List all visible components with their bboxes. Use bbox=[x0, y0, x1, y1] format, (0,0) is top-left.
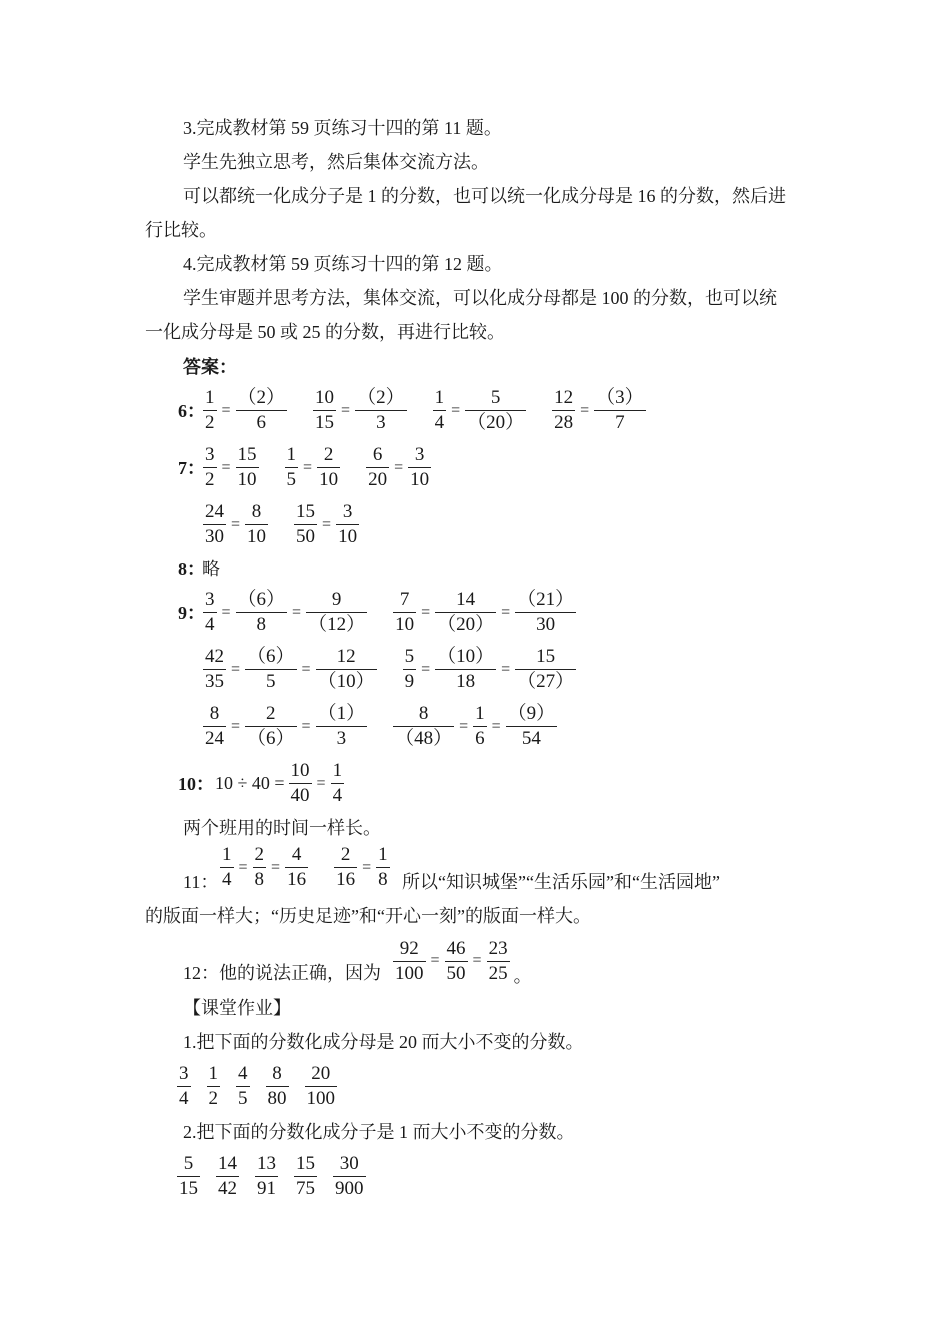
numerator: 8 bbox=[418, 703, 429, 724]
equals-sign: = bbox=[491, 717, 501, 735]
denominator: 15 bbox=[315, 412, 335, 433]
numerator: 4 bbox=[238, 1063, 248, 1084]
paragraph-review-line1: 学生审题并思考方法，集体交流，可以化成分母都是 100 的分数，也可以统 bbox=[183, 288, 777, 308]
fraction bbox=[289, 759, 312, 808]
equals-sign: = bbox=[301, 660, 311, 678]
equals-sign: = bbox=[501, 660, 511, 678]
denominator: 9 bbox=[404, 671, 415, 692]
denominator: 6 bbox=[256, 412, 267, 433]
fraction bbox=[393, 937, 426, 986]
q12-period: 。 bbox=[513, 966, 532, 986]
paragraph-review-line2: 一化成分母是 50 或 25 的分数，再进行比较。 bbox=[145, 322, 505, 342]
denominator: 54 bbox=[521, 728, 541, 749]
fraction-equation bbox=[391, 588, 578, 637]
q8-label: 8： bbox=[178, 559, 205, 579]
denominator: 91 bbox=[257, 1178, 276, 1199]
q6-label: 6： bbox=[178, 401, 205, 421]
denominator: 10 bbox=[247, 526, 267, 547]
q7-equations-row2 bbox=[201, 500, 383, 549]
denominator: 16 bbox=[287, 869, 307, 890]
numerator: 3 bbox=[179, 1063, 189, 1084]
numerator: 1 bbox=[378, 844, 388, 865]
denominator: 10 bbox=[319, 469, 339, 490]
numerator: （6） bbox=[247, 646, 295, 667]
numerator: （6） bbox=[237, 589, 286, 610]
fraction-equation bbox=[550, 386, 648, 435]
q10-equation bbox=[213, 759, 346, 808]
fraction-equation bbox=[201, 588, 369, 637]
fraction-equation bbox=[201, 386, 289, 435]
fraction bbox=[355, 386, 407, 435]
fraction bbox=[594, 386, 646, 435]
fraction bbox=[207, 1062, 221, 1111]
numerator: 2 bbox=[323, 444, 334, 465]
denominator: 42 bbox=[218, 1178, 237, 1199]
fraction-equation bbox=[401, 645, 579, 694]
fraction bbox=[435, 645, 496, 694]
fraction bbox=[245, 645, 297, 694]
numerator: （1） bbox=[317, 703, 366, 724]
numerator: （9） bbox=[507, 703, 556, 724]
equals-sign: = bbox=[501, 603, 511, 621]
q9-equations-row2 bbox=[201, 645, 600, 694]
denominator: 8 bbox=[256, 614, 267, 635]
numerator: 14 bbox=[456, 589, 476, 610]
fraction bbox=[177, 1152, 200, 1201]
fraction bbox=[366, 443, 389, 492]
fraction-equation bbox=[201, 500, 270, 549]
fraction bbox=[334, 843, 357, 892]
fraction bbox=[203, 588, 217, 637]
equals-sign: = bbox=[231, 515, 241, 533]
fraction bbox=[203, 702, 226, 751]
denominator: 50 bbox=[296, 526, 316, 547]
fraction bbox=[245, 500, 268, 549]
numerator: 42 bbox=[205, 646, 224, 667]
denominator: 18 bbox=[456, 671, 476, 692]
numerator: 15 bbox=[296, 1153, 315, 1174]
numerator: （10） bbox=[437, 646, 495, 667]
fraction bbox=[255, 1152, 278, 1201]
denominator: 4 bbox=[434, 412, 445, 433]
denominator: 4 bbox=[205, 614, 215, 635]
denominator: 8 bbox=[254, 869, 265, 890]
denominator: （12） bbox=[308, 614, 366, 635]
denominator: 10 bbox=[237, 469, 257, 490]
numerator: 10 bbox=[290, 760, 310, 781]
answers-heading: 答案： bbox=[183, 357, 237, 377]
numerator: 23 bbox=[488, 937, 508, 959]
denominator: （27） bbox=[517, 671, 575, 692]
fraction-equation bbox=[364, 443, 433, 492]
denominator: 100 bbox=[395, 962, 424, 984]
equals-sign: = bbox=[394, 458, 404, 476]
fraction bbox=[316, 645, 377, 694]
fraction-equation bbox=[201, 702, 369, 751]
numerator: （2） bbox=[237, 387, 286, 408]
equals-sign: = bbox=[231, 717, 241, 735]
fraction-equation bbox=[292, 500, 361, 549]
fraction bbox=[305, 1062, 338, 1111]
fraction bbox=[506, 702, 558, 751]
equals-sign: = bbox=[301, 717, 311, 735]
fraction bbox=[285, 443, 299, 492]
denominator: 3 bbox=[376, 412, 386, 433]
denominator: 25 bbox=[488, 962, 508, 984]
fraction-equation bbox=[332, 843, 392, 892]
fraction bbox=[236, 443, 259, 492]
equals-sign: = bbox=[362, 858, 372, 876]
homework-heading: 【课堂作业】 bbox=[183, 998, 291, 1018]
fraction bbox=[236, 386, 288, 435]
fraction-equation bbox=[218, 843, 310, 892]
q11-text-line2: 的版面一样大；“历史足迹”和“开心一刻”的版面一样大。 bbox=[145, 906, 591, 926]
fraction bbox=[316, 702, 368, 751]
denominator: 40 bbox=[290, 785, 310, 806]
fraction-equation bbox=[391, 702, 559, 751]
denominator: 15 bbox=[179, 1178, 198, 1199]
fraction-equation bbox=[311, 386, 409, 435]
fraction-equation bbox=[201, 645, 379, 694]
homework-task2: 2.把下面的分数化成分子是 1 而大小不变的分数。 bbox=[183, 1122, 575, 1142]
fraction bbox=[266, 1062, 289, 1111]
paragraph-task3: 3.完成教材第 59 页练习十四的第 11 题。 bbox=[183, 118, 502, 138]
numerator: 14 bbox=[218, 1153, 237, 1174]
fraction bbox=[285, 843, 308, 892]
numerator: 10 bbox=[315, 387, 335, 408]
numerator: （3） bbox=[596, 387, 644, 408]
fraction bbox=[445, 937, 468, 986]
paragraph-method-line1: 可以都统一化成分子是 1 的分数，也可以统一化成分母是 16 的分数，然后进 bbox=[183, 186, 786, 206]
fraction bbox=[515, 588, 576, 637]
homework-task2-fractions bbox=[175, 1152, 380, 1201]
equals-sign: = bbox=[451, 401, 461, 419]
denominator: 80 bbox=[267, 1088, 287, 1109]
numerator: 12 bbox=[554, 387, 574, 408]
fraction bbox=[465, 386, 526, 435]
equals-sign: = bbox=[430, 952, 440, 969]
equals-sign: = bbox=[472, 952, 482, 969]
equals-sign: = bbox=[322, 515, 332, 533]
q12-fractions bbox=[391, 937, 512, 986]
denominator: 6 bbox=[475, 728, 485, 749]
paragraph-method-line2: 行比较。 bbox=[145, 220, 217, 240]
fraction bbox=[253, 843, 267, 892]
fraction bbox=[331, 759, 345, 808]
numerator: 1 bbox=[205, 387, 215, 408]
fraction bbox=[317, 443, 340, 492]
q11-equations bbox=[218, 843, 414, 892]
fraction bbox=[473, 702, 487, 751]
fraction bbox=[220, 843, 234, 892]
fraction bbox=[203, 645, 226, 694]
equals-sign: = bbox=[292, 603, 302, 621]
denominator: 2 bbox=[205, 469, 215, 490]
fraction-equation bbox=[201, 443, 261, 492]
denominator: 10 bbox=[410, 469, 430, 490]
q10-label: 10： bbox=[178, 774, 214, 794]
numerator: 1 bbox=[332, 760, 343, 781]
denominator: （6） bbox=[247, 728, 295, 749]
numerator: 20 bbox=[311, 1063, 331, 1084]
denominator: 24 bbox=[205, 728, 224, 749]
denominator: 28 bbox=[554, 412, 574, 433]
denominator: （10） bbox=[317, 671, 375, 692]
numerator: 13 bbox=[257, 1153, 276, 1174]
q8-text: 略 bbox=[202, 559, 220, 579]
fraction bbox=[403, 645, 417, 694]
denominator: 4 bbox=[332, 785, 343, 806]
equals-sign: = bbox=[316, 774, 326, 792]
q7-label: 7： bbox=[178, 458, 205, 478]
fraction bbox=[433, 386, 447, 435]
fraction bbox=[393, 702, 454, 751]
denominator: 10 bbox=[338, 526, 358, 547]
equals-sign: = bbox=[231, 660, 241, 678]
denominator: 5 bbox=[266, 671, 276, 692]
denominator: 100 bbox=[306, 1088, 335, 1109]
denominator: 2 bbox=[208, 1088, 218, 1109]
numerator: 7 bbox=[399, 589, 410, 610]
numerator: 6 bbox=[372, 444, 383, 465]
fraction bbox=[333, 1152, 366, 1201]
fraction bbox=[294, 500, 317, 549]
numerator: 24 bbox=[205, 501, 224, 522]
numerator: 92 bbox=[399, 937, 419, 959]
denominator: 2 bbox=[205, 412, 215, 433]
fraction bbox=[552, 386, 575, 435]
denominator: 50 bbox=[446, 962, 466, 984]
q11-label: 11： bbox=[183, 872, 219, 892]
fraction bbox=[306, 588, 367, 637]
denominator: 8 bbox=[378, 869, 388, 890]
fraction bbox=[203, 500, 226, 549]
fraction bbox=[203, 386, 217, 435]
fraction bbox=[515, 645, 576, 694]
equals-sign: = bbox=[421, 603, 431, 621]
numerator: 1 bbox=[286, 444, 297, 465]
q7-equations-row1 bbox=[201, 443, 455, 492]
denominator: 3 bbox=[336, 728, 347, 749]
denominator: 4 bbox=[179, 1088, 189, 1109]
denominator: 20 bbox=[368, 469, 388, 490]
denominator: 30 bbox=[536, 614, 556, 635]
numerator: 5 bbox=[183, 1153, 194, 1174]
numerator: 1 bbox=[208, 1063, 218, 1084]
numerator: 3 bbox=[342, 501, 353, 522]
numerator: 8 bbox=[209, 703, 220, 724]
numerator: （21） bbox=[517, 589, 575, 610]
paragraph-think: 学生先独立思考，然后集体交流方法。 bbox=[183, 152, 489, 172]
q10-fractions bbox=[287, 759, 347, 808]
numerator: 2 bbox=[266, 703, 276, 724]
q9-equations-row3 bbox=[201, 702, 581, 751]
numerator: 15 bbox=[536, 646, 556, 667]
numerator: 5 bbox=[490, 387, 501, 408]
q9-label: 9： bbox=[178, 603, 205, 623]
numerator: 8 bbox=[251, 501, 262, 522]
fraction bbox=[393, 588, 416, 637]
numerator: 2 bbox=[254, 844, 265, 865]
denominator: 30 bbox=[205, 526, 224, 547]
q6-equations bbox=[201, 386, 670, 435]
fraction bbox=[203, 443, 217, 492]
denominator: 5 bbox=[286, 469, 297, 490]
denominator: 75 bbox=[296, 1178, 315, 1199]
equals-sign: = bbox=[271, 858, 281, 876]
numerator: 3 bbox=[414, 444, 425, 465]
numerator: 2 bbox=[340, 844, 351, 865]
numerator: 1 bbox=[475, 703, 485, 724]
numerator: 3 bbox=[205, 444, 215, 465]
numerator: 12 bbox=[336, 646, 356, 667]
fraction bbox=[216, 1152, 239, 1201]
fraction bbox=[177, 1062, 191, 1111]
q10-conclusion: 两个班用的时间一样长。 bbox=[183, 818, 381, 838]
homework-task1-fractions bbox=[175, 1062, 351, 1111]
fraction bbox=[487, 937, 510, 986]
equals-sign: = bbox=[221, 458, 231, 476]
numerator: 9 bbox=[331, 589, 342, 610]
numerator: 1 bbox=[434, 387, 445, 408]
fraction-equation bbox=[431, 386, 529, 435]
numerator: （2） bbox=[357, 387, 405, 408]
q9-equations-row1 bbox=[201, 588, 600, 637]
fraction bbox=[236, 588, 288, 637]
equals-sign: = bbox=[459, 717, 469, 735]
fraction bbox=[294, 1152, 317, 1201]
equals-sign: = bbox=[580, 401, 590, 419]
denominator: 16 bbox=[336, 869, 356, 890]
numerator: 4 bbox=[291, 844, 302, 865]
denominator: 900 bbox=[335, 1178, 364, 1199]
fraction bbox=[313, 386, 336, 435]
paragraph-task4: 4.完成教材第 59 页练习十四的第 12 题。 bbox=[183, 254, 503, 274]
denominator: 10 bbox=[395, 614, 415, 635]
numerator: 3 bbox=[205, 589, 215, 610]
fraction bbox=[236, 1062, 250, 1111]
equals-sign: = bbox=[221, 401, 231, 419]
q10-expression: 10 ÷ 40 = bbox=[215, 773, 285, 793]
fraction bbox=[435, 588, 496, 637]
denominator: 7 bbox=[615, 412, 625, 433]
equals-sign: = bbox=[238, 858, 248, 876]
numerator: 8 bbox=[272, 1063, 282, 1084]
equals-sign: = bbox=[421, 660, 431, 678]
numerator: 15 bbox=[296, 501, 316, 522]
denominator: （20） bbox=[467, 412, 525, 433]
fraction bbox=[245, 702, 297, 751]
fraction-equation bbox=[283, 443, 343, 492]
denominator: 35 bbox=[205, 671, 224, 692]
denominator: 5 bbox=[238, 1088, 248, 1109]
q12-equation bbox=[391, 934, 534, 988]
q12-text: 12：他的说法正确，因为 bbox=[183, 963, 381, 983]
equals-sign: = bbox=[341, 401, 351, 419]
numerator: 5 bbox=[404, 646, 415, 667]
fraction bbox=[376, 843, 390, 892]
numerator: 46 bbox=[446, 937, 466, 959]
equals-sign: = bbox=[303, 458, 313, 476]
fraction bbox=[408, 443, 431, 492]
numerator: 15 bbox=[237, 444, 257, 465]
numerator: 30 bbox=[339, 1153, 359, 1174]
fraction bbox=[336, 500, 359, 549]
equals-sign: = bbox=[221, 603, 231, 621]
denominator: 4 bbox=[222, 869, 232, 890]
numerator: 1 bbox=[222, 844, 232, 865]
denominator: （20） bbox=[437, 614, 495, 635]
denominator: （48） bbox=[395, 728, 453, 749]
homework-task1: 1.把下面的分数化成分母是 20 而大小不变的分数。 bbox=[183, 1032, 584, 1052]
q11-text: 所以“知识城堡”“生活乐园”和“生活园地” bbox=[402, 872, 720, 892]
